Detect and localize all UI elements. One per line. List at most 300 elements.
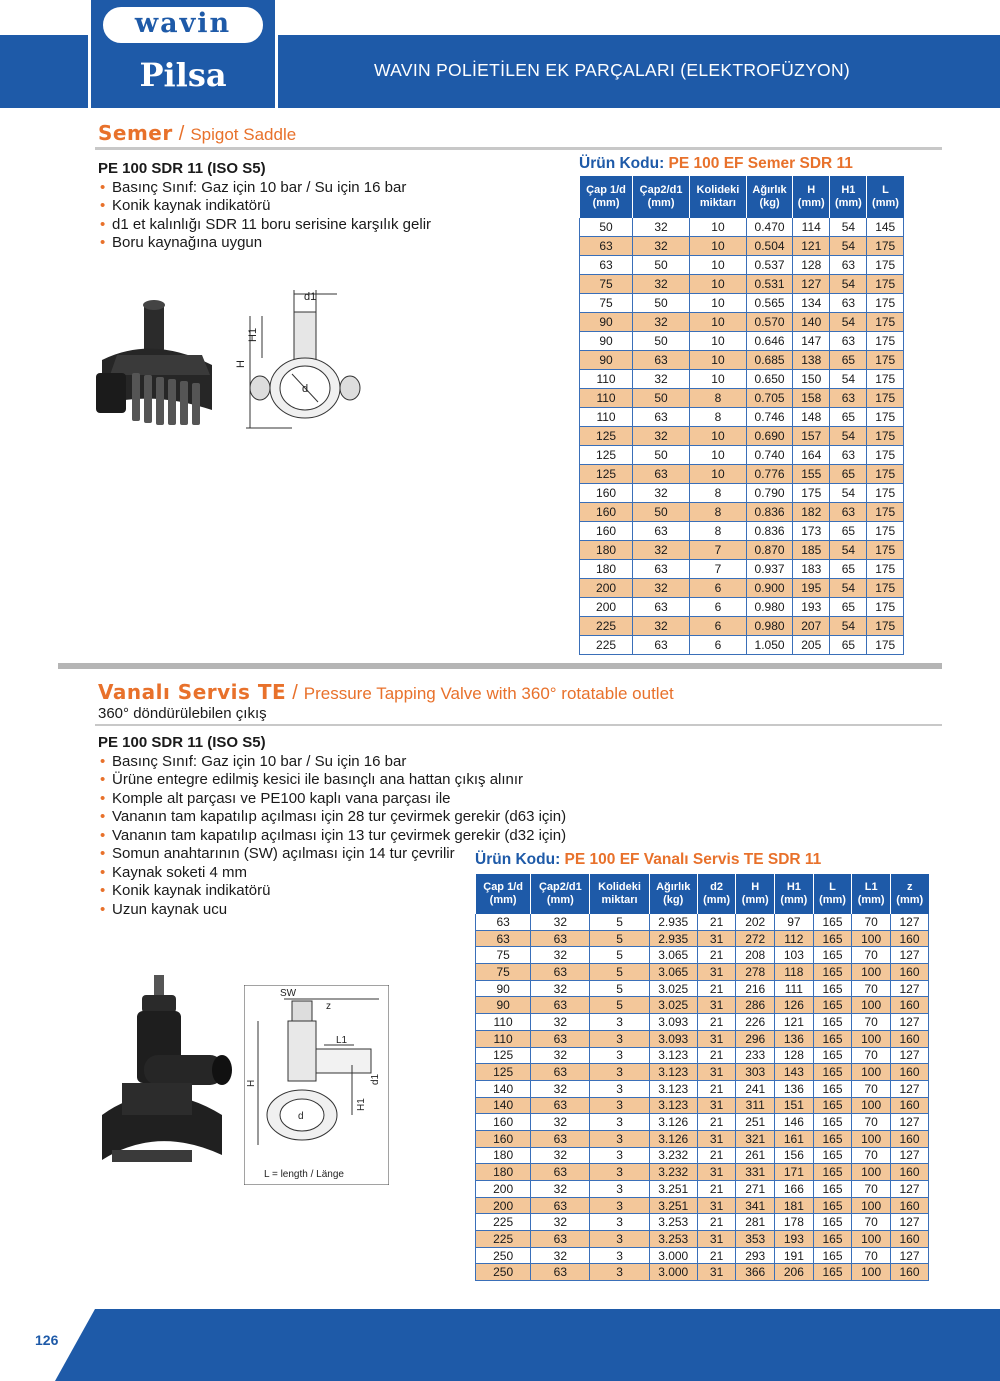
- section2-title: Vanalı Servis TE / Pressure Tapping Valve with 360° rotatable outlet: [98, 680, 674, 704]
- table-cell: 183: [793, 560, 830, 579]
- table-cell: 21: [697, 980, 736, 997]
- table-cell: 3: [590, 1264, 649, 1281]
- table-cell: 3.000: [649, 1247, 697, 1264]
- table-cell: 32: [531, 1014, 590, 1031]
- column-header-unit: (mm): [797, 197, 825, 209]
- table-cell: 160: [890, 997, 928, 1014]
- table-cell: 195: [793, 579, 830, 598]
- table-cell: 146: [775, 1114, 814, 1131]
- table-row: [580, 522, 904, 541]
- table-cell: 0.836: [746, 503, 792, 522]
- table-row: [580, 598, 904, 617]
- table-cell: 0.980: [746, 617, 792, 636]
- table-cell: 63: [633, 465, 690, 484]
- table-cell: 32: [633, 313, 690, 332]
- table-cell: 165: [813, 914, 852, 930]
- wavin-logo: [100, 4, 266, 46]
- table-cell: 31: [697, 1064, 736, 1081]
- table-cell: 155: [793, 465, 830, 484]
- table-cell: 166: [775, 1181, 814, 1198]
- table-cell: 118: [775, 964, 814, 981]
- table-cell: 5: [590, 914, 649, 930]
- table-cell: 3.251: [649, 1181, 697, 1198]
- table-cell: 175: [867, 579, 904, 598]
- table-cell: 32: [531, 1114, 590, 1131]
- table-cell: 200: [580, 598, 633, 617]
- table-cell: 3: [590, 1231, 649, 1248]
- table-cell: 175: [867, 541, 904, 560]
- section2-subtitle: 360° döndürülebilen çıkış: [98, 705, 267, 722]
- spec-bullet: • Basınç Sınıf: Gaz için 10 bar / Su için 16 bar: [98, 753, 568, 772]
- table-cell: 21: [697, 1014, 736, 1031]
- table-row: [580, 465, 904, 484]
- table-cell: 175: [867, 484, 904, 503]
- table-cell: 63: [531, 1064, 590, 1081]
- table-cell: 3.000: [649, 1264, 697, 1281]
- table-cell: 3.253: [649, 1231, 697, 1248]
- table-cell: 160: [580, 503, 633, 522]
- column-header-label: L: [829, 881, 836, 893]
- table-row: [476, 1197, 929, 1214]
- table-row: [580, 237, 904, 256]
- table-cell: 0.790: [746, 484, 792, 503]
- table-cell: 63: [830, 294, 867, 313]
- table-cell: 63: [531, 1197, 590, 1214]
- column-header: [813, 874, 852, 914]
- column-header-unit: (kg): [759, 197, 780, 209]
- drawing2-h-label: H: [246, 1079, 257, 1087]
- table-row: [476, 980, 929, 997]
- table-cell: 100: [852, 1130, 891, 1147]
- table-cell: 70: [852, 1147, 891, 1164]
- column-header-unit: (mm): [896, 894, 924, 906]
- table-row: [580, 351, 904, 370]
- column-header-label: Çap 1/d: [586, 184, 626, 196]
- table-cell: 0.746: [746, 408, 792, 427]
- table-cell: 0.937: [746, 560, 792, 579]
- table-cell: 156: [775, 1147, 814, 1164]
- table-cell: 160: [890, 964, 928, 981]
- table-cell: 10: [690, 313, 747, 332]
- table-cell: 75: [476, 964, 531, 981]
- table-cell: 216: [736, 980, 775, 997]
- table-cell: 114: [793, 218, 830, 237]
- table-cell: 160: [476, 1130, 531, 1147]
- column-header-unit: (mm): [546, 894, 574, 906]
- table-cell: 3.123: [649, 1047, 697, 1064]
- table-cell: 200: [580, 579, 633, 598]
- spigot-saddle-drawing: [232, 288, 362, 448]
- table-row: [580, 389, 904, 408]
- table-cell: 165: [813, 964, 852, 981]
- table-cell: 175: [867, 256, 904, 275]
- column-header: [690, 176, 747, 218]
- table-cell: 31: [697, 1197, 736, 1214]
- table-cell: 32: [633, 237, 690, 256]
- column-header: [793, 176, 830, 218]
- column-header-label: Ağırlık: [752, 184, 787, 196]
- table-cell: 63: [633, 560, 690, 579]
- table-cell: 111: [775, 980, 814, 997]
- table-cell: 160: [890, 1164, 928, 1181]
- table-cell: 32: [633, 218, 690, 237]
- table-cell: 21: [697, 1047, 736, 1064]
- table-cell: 70: [852, 1214, 891, 1231]
- table-row: [580, 541, 904, 560]
- table-cell: 5: [590, 947, 649, 964]
- table-cell: 127: [890, 1047, 928, 1064]
- spec-bullet: • Somun anahtarının (SW) açılması için 14 tur çevrilir: [98, 845, 568, 864]
- table-cell: 110: [476, 1030, 531, 1047]
- column-header-label: Kolideki: [696, 184, 740, 196]
- table-cell: 70: [852, 1014, 891, 1031]
- table-cell: 3.126: [649, 1114, 697, 1131]
- table-cell: 175: [867, 351, 904, 370]
- spec-bullet: • Uzun kaynak ucu: [98, 901, 568, 920]
- table-row: [476, 1181, 929, 1198]
- table-cell: 63: [830, 256, 867, 275]
- table-cell: 63: [476, 930, 531, 947]
- table-cell: 127: [890, 914, 928, 930]
- table-cell: 160: [890, 1030, 928, 1047]
- table-cell: 3.065: [649, 947, 697, 964]
- table-cell: 3.025: [649, 997, 697, 1014]
- table-cell: 54: [830, 617, 867, 636]
- table-cell: 31: [697, 1130, 736, 1147]
- section1-title: Semer / Spigot Saddle: [98, 121, 297, 145]
- table-cell: 90: [580, 332, 633, 351]
- table-cell: 164: [793, 446, 830, 465]
- table-cell: 175: [867, 617, 904, 636]
- table-cell: 63: [830, 332, 867, 351]
- table-cell: 8: [690, 484, 747, 503]
- table-cell: 191: [775, 1247, 814, 1264]
- column-header-label: L: [882, 184, 889, 196]
- table-cell: 140: [476, 1080, 531, 1097]
- table-cell: 278: [736, 964, 775, 981]
- table-cell: 250: [476, 1247, 531, 1264]
- table-cell: 2.935: [649, 914, 697, 930]
- section1-title-tr: Semer: [98, 121, 173, 145]
- table-cell: 127: [890, 1181, 928, 1198]
- pilsa-logo: Pilsa: [139, 56, 227, 94]
- column-header-unit: (mm): [592, 197, 620, 209]
- table-cell: 70: [852, 947, 891, 964]
- table-cell: 10: [690, 294, 747, 313]
- table-cell: 90: [580, 351, 633, 370]
- column-header-unit: (mm): [834, 197, 862, 209]
- table-cell: 341: [736, 1197, 775, 1214]
- drawing2-l1-label: L1: [336, 1035, 348, 1046]
- column-header-label: Ağırlık: [656, 881, 691, 893]
- table-cell: 165: [813, 1097, 852, 1114]
- page-number: 126: [35, 1332, 59, 1348]
- table-cell: 165: [813, 1114, 852, 1131]
- table-cell: 3: [590, 1147, 649, 1164]
- column-header: [867, 176, 904, 218]
- table-cell: 3: [590, 1181, 649, 1198]
- table-cell: 271: [736, 1181, 775, 1198]
- table-cell: 65: [830, 522, 867, 541]
- table-cell: 7: [690, 560, 747, 579]
- table-cell: 110: [580, 370, 633, 389]
- column-header: [736, 874, 775, 914]
- table-cell: 151: [775, 1097, 814, 1114]
- table-cell: 3: [590, 1114, 649, 1131]
- column-header-unit: (mm): [647, 197, 675, 209]
- column-header-label: H: [751, 881, 760, 893]
- table-cell: 0.504: [746, 237, 792, 256]
- table-cell: 32: [531, 914, 590, 930]
- table-cell: 136: [775, 1080, 814, 1097]
- column-header-label: H1: [841, 184, 856, 196]
- column-header-unit: (mm): [780, 894, 808, 906]
- table-cell: 54: [830, 275, 867, 294]
- table-cell: 6: [690, 579, 747, 598]
- table-cell: 70: [852, 1181, 891, 1198]
- spec-bullet: • Vananın tam kapatılıp açılması için 13 tur çevirmek gerekir (d32 için): [98, 827, 568, 846]
- table-cell: 178: [775, 1214, 814, 1231]
- drawing1-h1-label: H1: [247, 327, 259, 342]
- section1-table: [579, 176, 904, 655]
- table-cell: 3.093: [649, 1030, 697, 1047]
- table-cell: 32: [633, 427, 690, 446]
- table-cell: 160: [580, 522, 633, 541]
- table-cell: 200: [476, 1181, 531, 1198]
- table-cell: 5: [590, 964, 649, 981]
- table-row: [476, 1114, 929, 1131]
- table-cell: 10: [690, 218, 747, 237]
- table-cell: 10: [690, 446, 747, 465]
- table-cell: 63: [580, 256, 633, 275]
- table-cell: 70: [852, 914, 891, 930]
- table-cell: 158: [793, 389, 830, 408]
- table-cell: 63: [830, 446, 867, 465]
- table-cell: 205: [793, 636, 830, 655]
- table-cell: 32: [633, 275, 690, 294]
- table-cell: 32: [531, 1080, 590, 1097]
- table-cell: 3: [590, 1097, 649, 1114]
- table-cell: 21: [697, 1114, 736, 1131]
- table-row: [476, 964, 929, 981]
- spec-bullet: • d1 et kalınlığı SDR 11 boru serisine karşılık gelir: [98, 216, 568, 235]
- table-row: [580, 218, 904, 237]
- section1-product-code: [579, 155, 853, 173]
- column-header-unit: (mm): [857, 894, 885, 906]
- table-cell: 6: [690, 636, 747, 655]
- table-cell: 140: [793, 313, 830, 332]
- table-cell: 21: [697, 1181, 736, 1198]
- table-cell: 32: [633, 370, 690, 389]
- table-cell: 200: [476, 1197, 531, 1214]
- table-cell: 63: [531, 964, 590, 981]
- table-cell: 125: [580, 446, 633, 465]
- table-cell: 110: [580, 408, 633, 427]
- table-cell: 110: [476, 1014, 531, 1031]
- table-cell: 54: [830, 237, 867, 256]
- table-cell: 65: [830, 351, 867, 370]
- table-cell: 70: [852, 1047, 891, 1064]
- column-header-label: Kolideki: [598, 881, 641, 893]
- table-cell: 261: [736, 1147, 775, 1164]
- table-cell: 0.776: [746, 465, 792, 484]
- table-cell: 175: [867, 332, 904, 351]
- table-cell: 225: [580, 636, 633, 655]
- table-cell: 0.900: [746, 579, 792, 598]
- table-cell: 202: [736, 914, 775, 930]
- column-header-label: Çap2/d1: [538, 881, 582, 893]
- table-row: [476, 997, 929, 1014]
- table-cell: 175: [867, 313, 904, 332]
- table-cell: 50: [633, 503, 690, 522]
- table-cell: 0.705: [746, 389, 792, 408]
- table-cell: 3.123: [649, 1097, 697, 1114]
- table-row: [476, 914, 929, 930]
- table-cell: 241: [736, 1080, 775, 1097]
- column-header-label: H: [807, 184, 816, 196]
- section-divider: [58, 663, 942, 669]
- table-row: [580, 579, 904, 598]
- table-cell: 50: [633, 332, 690, 351]
- table-cell: 21: [697, 914, 736, 930]
- table-cell: 100: [852, 930, 891, 947]
- table-row: [476, 1047, 929, 1064]
- table-row: [580, 408, 904, 427]
- table-cell: 180: [476, 1147, 531, 1164]
- table-cell: 145: [867, 218, 904, 237]
- table-cell: 3.232: [649, 1164, 697, 1181]
- table-cell: 100: [852, 964, 891, 981]
- drawing2-d1-label: d1: [370, 1073, 381, 1085]
- table-cell: 31: [697, 1097, 736, 1114]
- table-cell: 125: [476, 1064, 531, 1081]
- section1-specs: [98, 160, 568, 253]
- table-cell: 127: [890, 1080, 928, 1097]
- column-header: [746, 176, 792, 218]
- column-header-unit: (mm): [741, 894, 769, 906]
- drawing2-caption: L = length / Länge: [264, 1169, 344, 1180]
- table-cell: 175: [867, 446, 904, 465]
- table-cell: 165: [813, 1080, 852, 1097]
- table-cell: 63: [531, 1164, 590, 1181]
- table-cell: 0.980: [746, 598, 792, 617]
- table-cell: 175: [867, 408, 904, 427]
- column-header-label: Çap 1/d: [483, 881, 523, 893]
- column-header: [697, 874, 736, 914]
- table-cell: 100: [852, 1064, 891, 1081]
- table-cell: 3.251: [649, 1197, 697, 1214]
- table-cell: 32: [531, 1214, 590, 1231]
- table-cell: 75: [580, 275, 633, 294]
- table-cell: 21: [697, 1080, 736, 1097]
- table-row: [476, 1231, 929, 1248]
- table-cell: 0.650: [746, 370, 792, 389]
- table-cell: 70: [852, 1247, 891, 1264]
- table-cell: 143: [775, 1064, 814, 1081]
- table-cell: 6: [690, 598, 747, 617]
- table-row: [580, 636, 904, 655]
- table-cell: 112: [775, 930, 814, 947]
- table-cell: 7: [690, 541, 747, 560]
- table-cell: 8: [690, 408, 747, 427]
- section1-table-header: [580, 176, 904, 218]
- table-row: [580, 446, 904, 465]
- table-cell: 3: [590, 1164, 649, 1181]
- table-cell: 3.123: [649, 1064, 697, 1081]
- table-cell: 32: [531, 1147, 590, 1164]
- table-cell: 127: [890, 1247, 928, 1264]
- table-cell: 160: [890, 1197, 928, 1214]
- table-row: [476, 1097, 929, 1114]
- table-cell: 165: [813, 1047, 852, 1064]
- table-cell: 165: [813, 1264, 852, 1281]
- spec-bullet: • Vananın tam kapatılıp açılması için 28 tur çevirmek gerekir (d63 için): [98, 808, 568, 827]
- table-cell: 165: [813, 1197, 852, 1214]
- table-cell: 31: [697, 930, 736, 947]
- table-cell: 165: [813, 980, 852, 997]
- table-cell: 54: [830, 541, 867, 560]
- table-row: [580, 503, 904, 522]
- table-cell: 175: [867, 294, 904, 313]
- table-cell: 21: [697, 1247, 736, 1264]
- table-cell: 165: [813, 1214, 852, 1231]
- table-row: [580, 484, 904, 503]
- section2-product-code: [475, 851, 821, 869]
- table-row: [476, 1247, 929, 1264]
- table-cell: 128: [793, 256, 830, 275]
- spec-bullet: • Ürüne entegre edilmiş kesici ile basınçlı ana hattan çıkış alınır: [98, 771, 568, 790]
- column-header: [649, 874, 697, 914]
- table-row: [476, 1164, 929, 1181]
- table-row: [580, 370, 904, 389]
- table-cell: 175: [867, 503, 904, 522]
- table-cell: 8: [690, 503, 747, 522]
- table-cell: 31: [697, 1231, 736, 1248]
- table-cell: 10: [690, 370, 747, 389]
- table-cell: 63: [633, 522, 690, 541]
- table-cell: 226: [736, 1014, 775, 1031]
- section2-code-value: PE 100 EF Vanalı Servis TE SDR 11: [564, 851, 822, 868]
- column-header: [633, 176, 690, 218]
- table-cell: 70: [852, 1080, 891, 1097]
- table-cell: 150: [793, 370, 830, 389]
- table-cell: 175: [867, 522, 904, 541]
- table-cell: 3.025: [649, 980, 697, 997]
- table-cell: 54: [830, 218, 867, 237]
- table-cell: 100: [852, 997, 891, 1014]
- section2-table: [475, 874, 929, 1281]
- column-header: [590, 874, 649, 914]
- table-row: [580, 275, 904, 294]
- table-cell: 165: [813, 1147, 852, 1164]
- table-cell: 63: [633, 636, 690, 655]
- table-cell: 182: [793, 503, 830, 522]
- spec-bullet: • Konik kaynak indikatörü: [98, 882, 568, 901]
- table-cell: 233: [736, 1047, 775, 1064]
- column-header-label: L1: [864, 881, 878, 893]
- table-cell: 286: [736, 997, 775, 1014]
- column-header-unit: (mm): [703, 894, 731, 906]
- table-row: [580, 332, 904, 351]
- table-cell: 10: [690, 237, 747, 256]
- table-cell: 208: [736, 947, 775, 964]
- table-cell: 165: [813, 1247, 852, 1264]
- table-cell: 175: [867, 370, 904, 389]
- table-cell: 3: [590, 1214, 649, 1231]
- table-cell: 63: [531, 1264, 590, 1281]
- drawing1-h-label: H: [235, 360, 247, 368]
- table-cell: 70: [852, 980, 891, 997]
